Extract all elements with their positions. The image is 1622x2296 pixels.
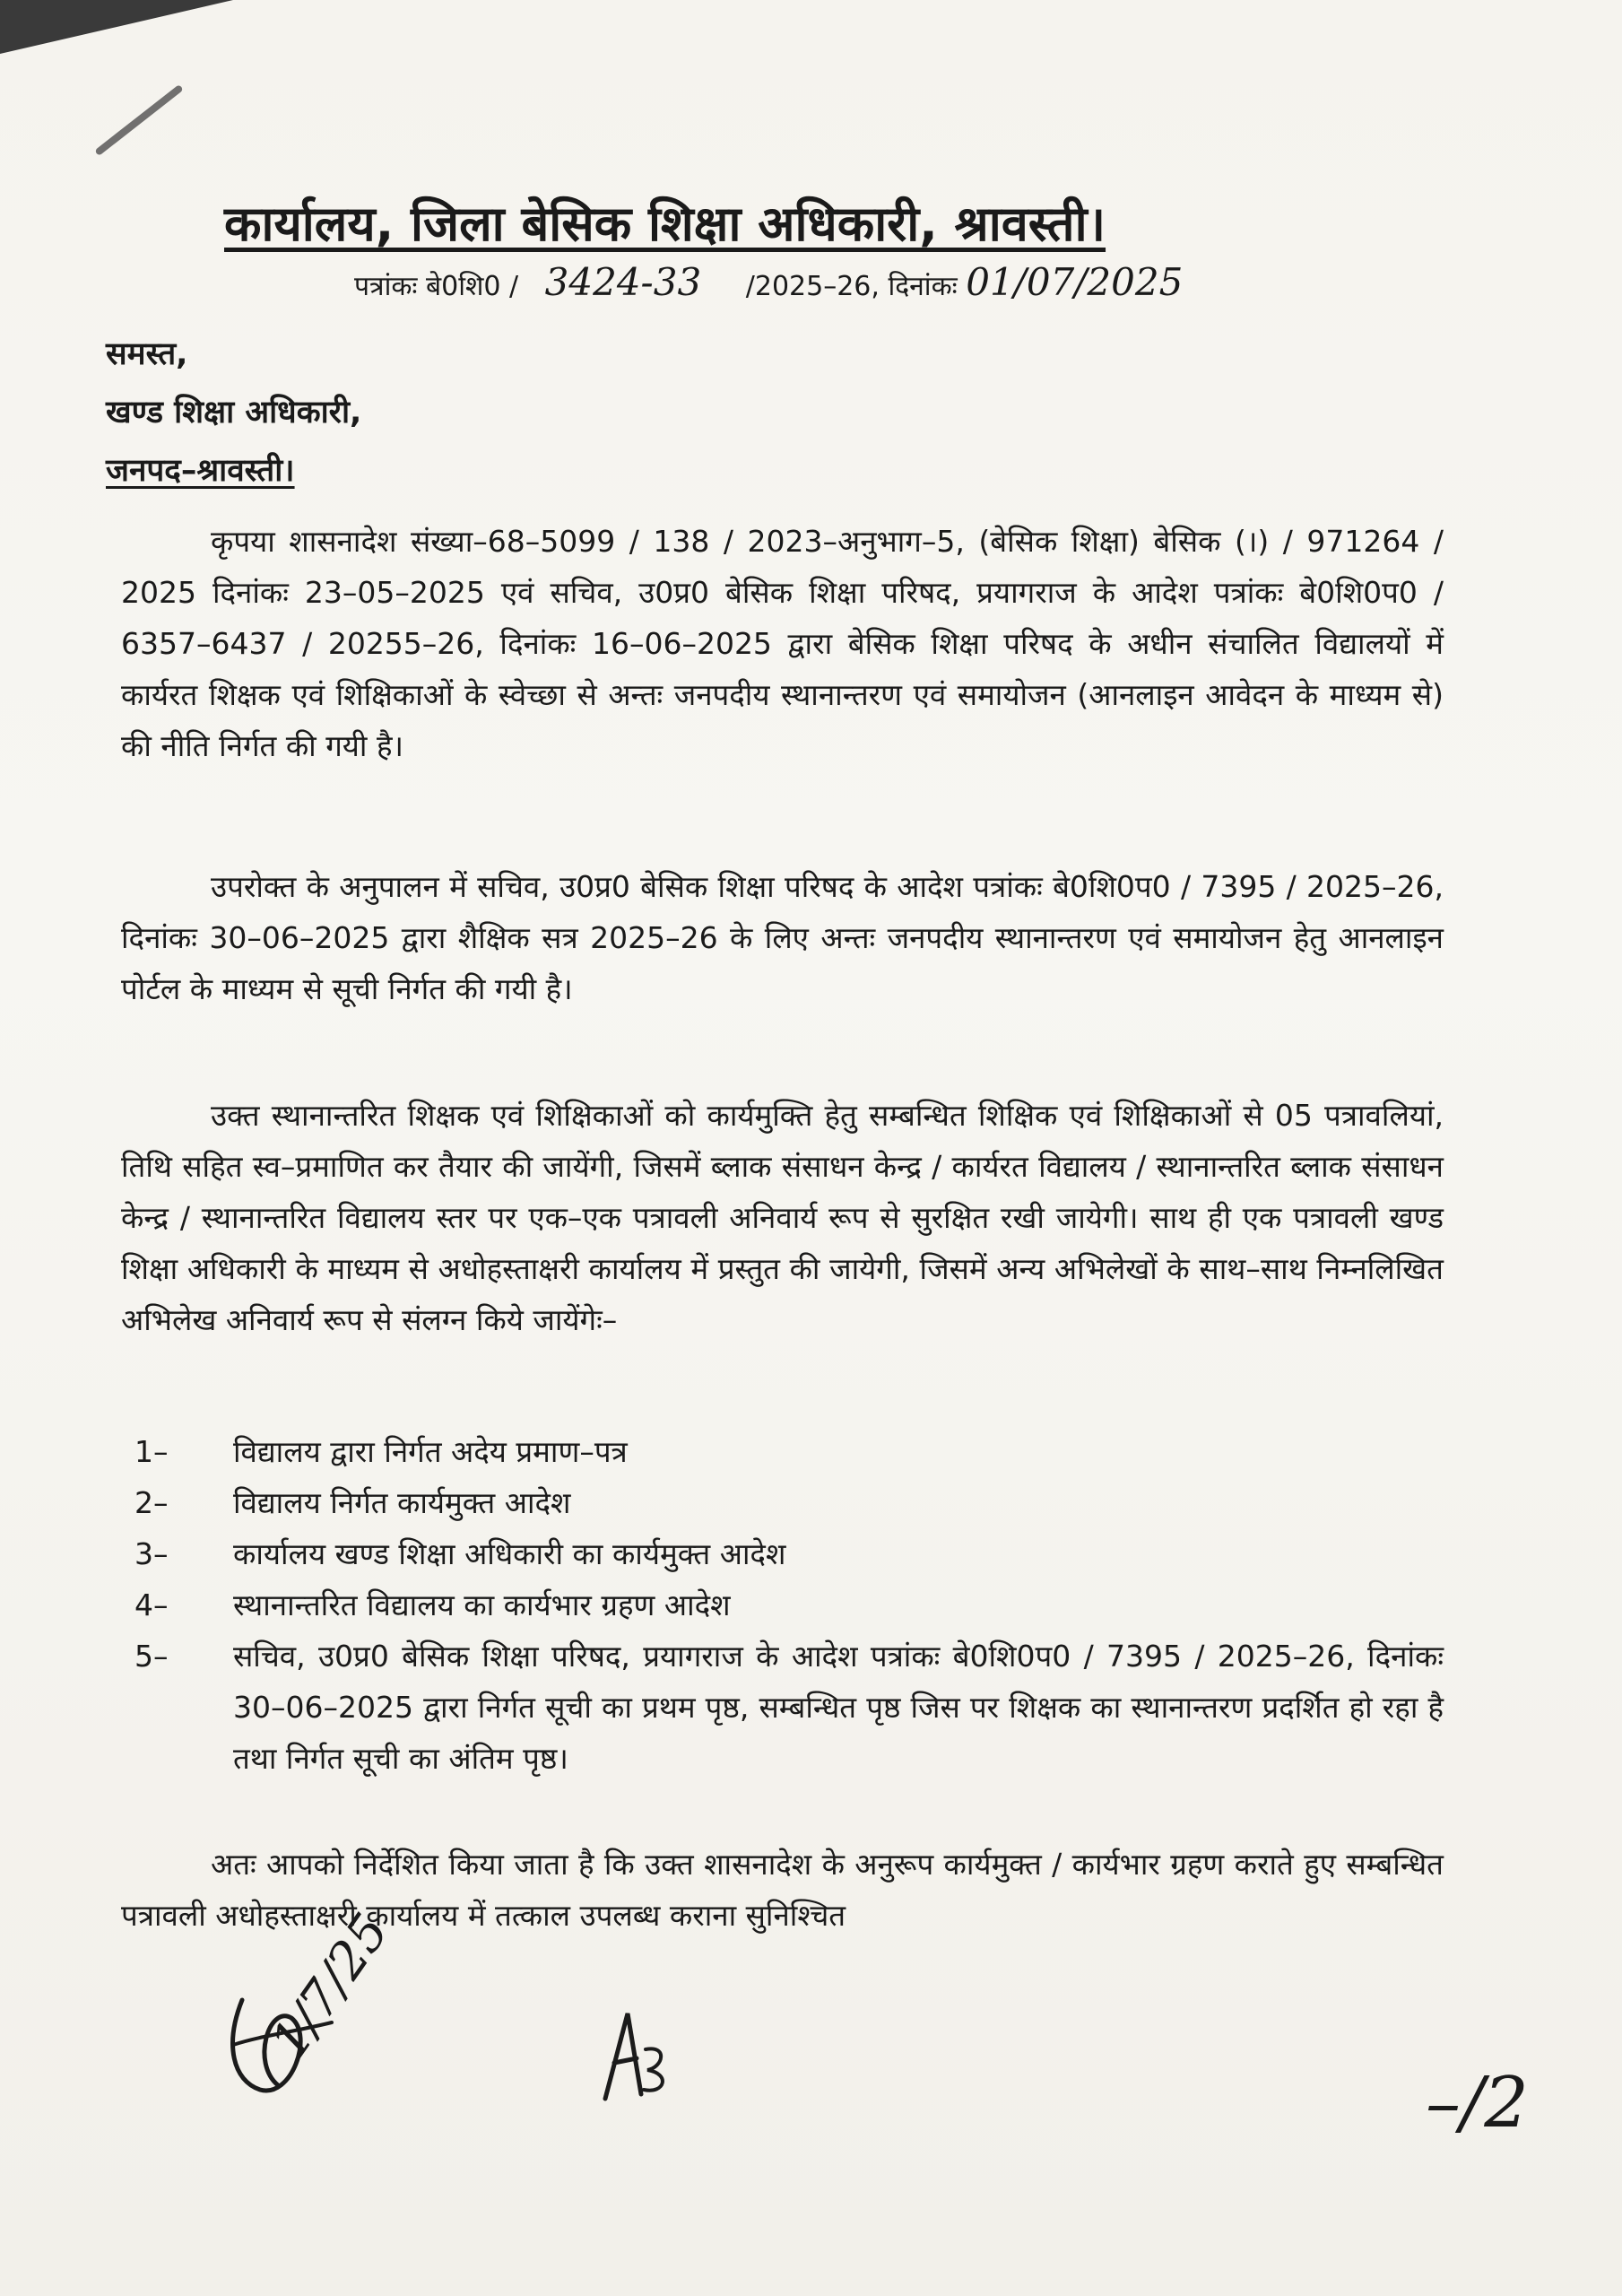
list-text: कार्यालय खण्ड शिक्षा अधिकारी का कार्यमुक्त आदेश xyxy=(233,1536,786,1571)
address-line-3: जनपद–श्रावस्ती। xyxy=(106,453,295,489)
list-item xyxy=(134,1579,1444,1631)
pen-mark xyxy=(94,84,183,156)
ref-middle: /2025–26, दिनांकः xyxy=(745,271,958,302)
list-number: 1– xyxy=(134,1434,169,1469)
list-item xyxy=(134,1528,1444,1579)
paragraph-4: अतः आपको निर्देशित किया जाता है कि उक्त शासनादेश के अनुरूप कार्यमुक्त / कार्यभार ग्रहण कराते हुए सम्बन्धित पत्रावली अधोहस्ताक्षरी कार्यालय में तत्काल उपलब्ध कराना सुनिश्चित xyxy=(121,1847,1444,1933)
page-number-marker: –/2 xyxy=(1426,2063,1529,2144)
list-text: विद्यालय द्वारा निर्गत अदेय प्रमाण–पत्र xyxy=(233,1434,628,1469)
reference-line xyxy=(354,260,1183,304)
paragraph-2: उपरोक्त के अनुपालन में सचिव, उ0प्र0 बेसिक शिक्षा परिषद के आदेश पत्रांकः बे0शि0प0 / 7395 / 2025–26, दिनांकः 30–06–2025 द्वारा शैक्षिक सत्र 2025–26 के लिए अन्तः जनपदीय स्थानान्तरण एवं समायोजन हेतु आनलाइन पोर्टल के माध्यम से सूची निर्गत की गयी है। xyxy=(121,869,1444,1006)
list-text: स्थानान्तरित विद्यालय का कार्यभार ग्रहण आदेश xyxy=(233,1587,731,1622)
initials-mark xyxy=(592,2000,681,2117)
ref-number-handwritten: 3424-33 xyxy=(544,260,702,304)
list-text: सचिव, उ0प्र0 बेसिक शिक्षा परिषद, प्रयागराज के आदेश पत्रांकः बे0शि0प0 / 7395 / 2025–26, दिनांकः 30–06–2025 द्वारा निर्गत सूची का प्रथम पृष्ठ, सम्बन्धित पृष्ठ जिस पर शिक्षक का स्थानान्तरण प्रदर्शित हो रहा है तथा निर्गत सूची का अंतिम पृष्ठ। xyxy=(233,1639,1444,1776)
list-number: 4– xyxy=(134,1587,169,1622)
attachment-list xyxy=(134,1426,1444,1784)
ref-prefix: पत्रांकः बे0शि0 / xyxy=(354,271,519,302)
list-text: विद्यालय निर्गत कार्यमुक्त आदेश xyxy=(233,1485,571,1520)
paragraph-1: कृपया शासनादेश संख्या–68–5099 / 138 / 2023–अनुभाग–5, (बेसिक शिक्षा) बेसिक (।) / 971264 / 2025 दिनांकः 23–05–2025 एवं सचिव, उ0प्र0 बेसिक शिक्षा परिषद, प्रयागराज के आदेश पत्रांकः बे0शि0प0 / 6357–6437 / 20255–26, दिनांकः 16–06–2025 द्वारा बेसिक शिक्षा परिषद के अधीन संचालित विद्यालयों में कार्यरत शिक्षक एवं शिक्षिकाओं के स्वेच्छा से अन्तः जनपदीय स्थानान्तरण एवं समायोजन (आनलाइन आवेदन के माध्यम से) की नीति निर्गत की गयी है। xyxy=(121,524,1444,763)
ref-date-handwritten: 01/07/2025 xyxy=(966,260,1184,304)
list-item xyxy=(134,1426,1444,1477)
signature-date-handwritten: 1/7/25 xyxy=(260,1903,401,2070)
list-number: 2– xyxy=(134,1485,169,1520)
address-line-2: खण्ड शिक्षा अधिकारी, xyxy=(106,395,362,430)
office-title: कार्यालय, जिला बेसिक शिक्षा अधिकारी, श्रावस्ती। xyxy=(224,196,1106,252)
list-number: 5– xyxy=(134,1639,169,1674)
scan-corner-shadow xyxy=(0,0,233,54)
list-item xyxy=(134,1477,1444,1528)
list-item xyxy=(134,1631,1444,1784)
list-number: 3– xyxy=(134,1536,169,1571)
address-line-1: समस्त, xyxy=(106,336,188,372)
paragraph-3: उक्त स्थानान्तरित शिक्षक एवं शिक्षिकाओं को कार्यमुक्ति हेतु सम्बन्धित शिक्षिक एवं शिक्षिकाओं से 05 पत्रावलियां, तिथि सहित स्व–प्रमाणित कर तैयार की जायेंगी, जिसमें ब्लाक संसाधन केन्द्र / कार्यरत विद्यालय / स्थानान्तरित ब्लाक संसाधन केन्द्र / स्थानान्तरित विद्यालय स्तर पर एक–एक पत्रावली अनिवार्य रूप से सुरक्षित रखी जायेगी। साथ ही एक पत्रावली खण्ड शिक्षा अधिकारी के माध्यम से अधोहस्ताक्षरी कार्यालय में प्रस्तुत की जायेगी, जिसमें अन्य अभिलेखों के साथ–साथ निम्नलिखित अभिलेख अनिवार्य रूप से संलग्न किये जायेंगेः– xyxy=(121,1098,1444,1337)
